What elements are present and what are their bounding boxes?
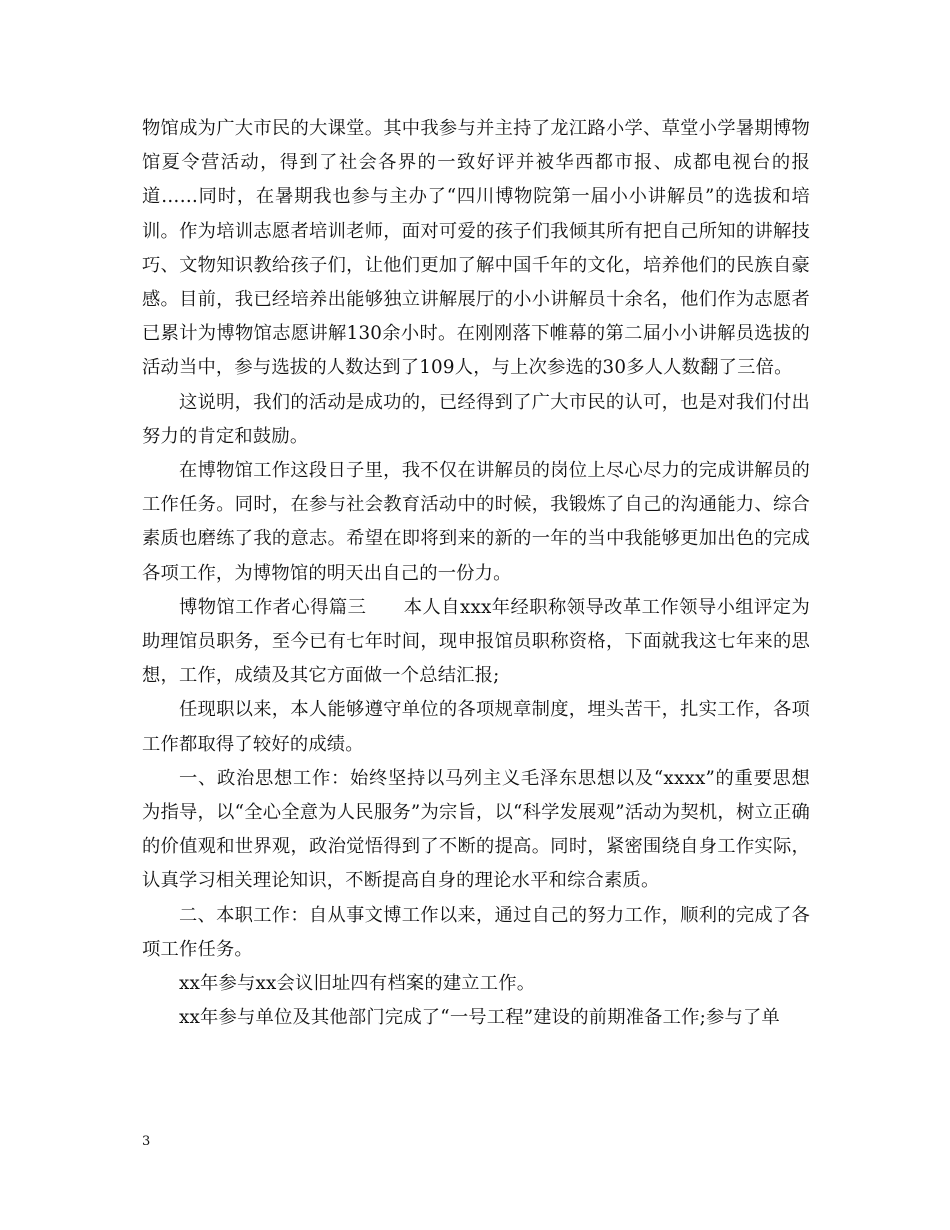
paragraph: 这说明，我们的活动是成功的，已经得到了广大市民的认可，也是对我们付出努力的肯定和鼓励。 — [142, 391, 810, 447]
paragraph-section-heading: 博物馆工作者心得篇三 本人自xxx年经职称领导改革工作领导小组评定为助理馆员职务，至今已有七年时间，现申报馆员职称资格，下面就我这七年来的思想，工作，成绩及其它方面做一个总结汇报; — [142, 596, 810, 687]
paragraph: 在博物馆工作这段日子里，我不仅在讲解员的岗位上尽心尽力的完成讲解员的工作任务。同时，在参与社会教育活动中的时候，我锻炼了自己的沟通能力、综合素质也磨练了我的意志。希望在即将到来的新的一年的当中我能够更加出色的完成各项工作，为博物馆的明天出自己的一份力。 — [142, 460, 810, 584]
document-body — [142, 112, 810, 1035]
page-number: 3 — [142, 1134, 151, 1149]
paragraph-political-work: 一、政治思想工作：始终坚持以马列主义毛泽东思想以及“xxxx”的重要思想为指导，以“全心全意为人民服务”为宗旨，以“科学发展观”活动为契机，树立正确的价值观和世界观，政治觉悟得到了不断的提高。同时，紧密围绕自身工作实际，认真学习相关理论知识，不断提高自身的理论水平和综合素质。 — [142, 767, 810, 892]
paragraph-continued: 物馆成为广大市民的大课堂。其中我参与并主持了龙江路小学、草堂小学暑期博物馆夏令营活动，得到了社会各界的一致好评并被华西都市报、成都电视台的报道……同时，在暑期我也参与主办了“四川博物院第一届小小讲解员”的选拔和培训。作为培训志愿者培训老师，面对可爱的孩子们我倾其所有把自己所知的讲解技巧、文物知识教给孩子们，让他们更加了解中国千年的文化，培养他们的民族自豪感。目前，我已经培养出能够独立讲解展厅的小小讲解员十余名，他们作为志愿者已累计为博物馆志愿讲解130余小时。在刚刚落下帷幕的第二届小小讲解员选拔的活动当中，参与选拔的人数达到了109人，与上次参选的30多人人数翻了三倍。 — [142, 118, 810, 379]
paragraph: 任现职以来，本人能够遵守单位的各项规章制度，埋头苦干，扎实工作，各项工作都取得了较好的成绩。 — [142, 699, 810, 755]
paragraph-archive-work: xx年参与xx会议旧址四有档案的建立工作。 — [179, 973, 536, 995]
paragraph-project-work: xx年参与单位及其他部门完成了“一号工程”建设的前期准备工作;参与了单 — [179, 1007, 780, 1029]
paragraph-duties: 二、本职工作：自从事文博工作以来，通过自己的努力工作，顺利的完成了各项工作任务。 — [142, 904, 810, 960]
